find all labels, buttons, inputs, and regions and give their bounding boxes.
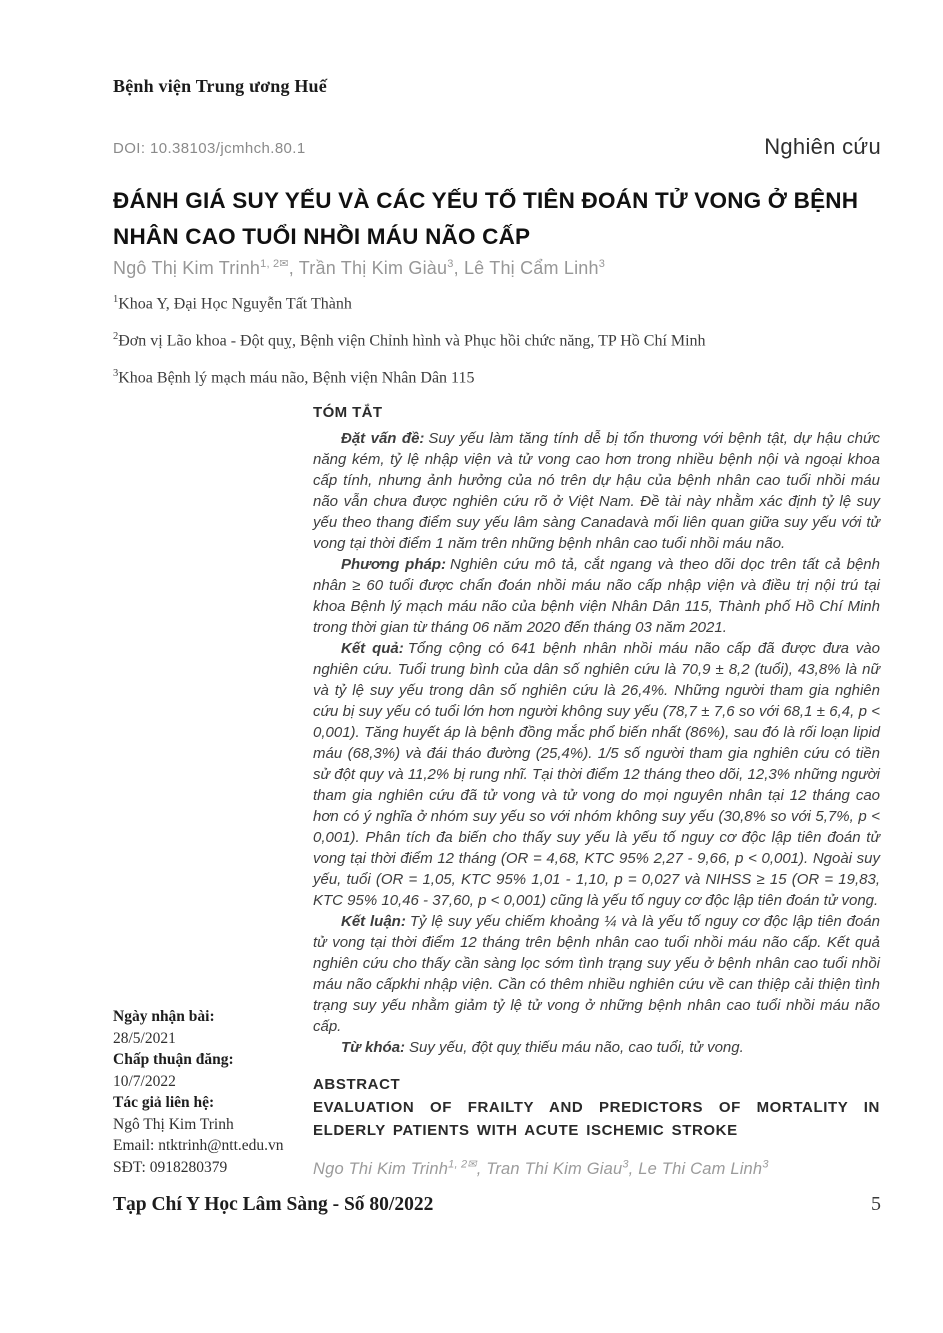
author-name: Ngo Thi Kim Trinh bbox=[313, 1160, 449, 1178]
affiliation-marker: 2 bbox=[113, 330, 119, 342]
author-separator: , bbox=[453, 258, 464, 278]
abstract-paragraph-conclusion bbox=[313, 911, 880, 1037]
authors-line-vi bbox=[113, 258, 605, 279]
article-type-label: Nghiên cứu bbox=[764, 134, 881, 159]
doi-row bbox=[113, 134, 881, 160]
paragraph-text: Tổng cộng có 641 bệnh nhân nhồi máu não cấp đã được đưa vào nghiên cứu. Tuổi trung bình của dân số nghiên cứu là 70,9 ± 8,2 (tuổi), 43,8% là nữ và tỷ lệ suy yếu trong dân số nghiên cứu là 26,4%. Những người tham gia nghiên cứu bị suy yếu có tuổi lớn hơn người không suy yếu (78,7 ± 7,6 so với 68,1 ± 6,4, p < 0,001). Tăng huyết áp là bệnh đồng mắc phổ biến nhất (86%), sau đó là rối loạn lipid máu (68,3%) và đái tháo đường (25,4%). 1/5 số người tham gia nghiên cứu có tiền sử đột quy và 11,2% bị rung nhĩ. Tại thời điểm 12 tháng theo dõi, 12,3% những người tham gia nghiên cứu đã tử vong và tử vong do mọi nguyên nhân tại 12 tháng cao hơn có ý nghĩa ở nhóm suy yếu so với nhóm không suy yếu (30,8% so với 5,7%, p < 0,001). Phân tích đa biến cho thấy suy yếu là yếu tố nguy cơ độc lập tiên đoán tử vong tại thời điểm 12 tháng (OR = 4,68, KTC 95% 2,27 - 9,66, p < 0,001). Ngoài suy yếu, tuổi (OR = 1,05, KTC 95% 1,01 - 1,10, p = 0,027 và NIHSS ≥ 15 (OR = 19,83, KTC 95% 10,46 - 37,60, p < 0,001) cũng là yếu tố nguy cơ độc lập tiên đoán tử vong. bbox=[313, 640, 880, 909]
page-footer bbox=[113, 1193, 881, 1216]
abstract-heading-en: ABSTRACT bbox=[313, 1076, 401, 1093]
author-superscript: 3 bbox=[447, 258, 454, 270]
corresponding-author-email: Email: ntktrinh@ntt.edu.vn bbox=[113, 1137, 284, 1154]
corresponding-author-phone: SĐT: 0918280379 bbox=[113, 1158, 228, 1176]
author-superscript-envelope-icon: 1, 2✉ bbox=[260, 258, 289, 270]
accepted-date-label: Chấp thuận đăng: bbox=[113, 1051, 234, 1068]
paper-title-en: EVALUATION OF FRAILTY AND PREDICTORS OF MORTALITY IN ELDERLY PATIENTS WITH ACUTE ISCHEMIC STROKE bbox=[313, 1099, 880, 1139]
paragraph-text: Tỷ lệ suy yếu chiếm khoảng ¼ và là yếu tố nguy cơ độc lập tiên đoán tử vong tại thời điểm 12 tháng trên bệnh nhân cao tuổi nhồi máu não cấp. Kết quả nghiên cứu cho thấy cần sàng lọc sớm tình trạng suy yếu ở bệnh nhân cao tuổi nhồi máu não cấpkhi nhập viện. Cần có thêm nhiều nghiên cứu về can thiệp cải thiện tình trạng suy yếu nhằm giảm tỷ lệ tử vong ở những bệnh nhân cao tuổi nhồi máu não cấp. bbox=[313, 913, 880, 1035]
journal-masthead: Bệnh viện Trung ương Huế bbox=[113, 76, 327, 96]
paragraph-label: Kết quả: bbox=[341, 640, 404, 657]
author-name: Le Thi Cam Linh bbox=[638, 1160, 763, 1178]
author-separator: , bbox=[288, 258, 299, 278]
paragraph-text: Suy yếu, đột quỵ thiếu máu não, cao tuổi, tử vong. bbox=[409, 1039, 744, 1056]
doi-text: DOI: 10.38103/jcmhch.80.1 bbox=[113, 140, 306, 157]
footer-page-number: 5 bbox=[871, 1193, 881, 1215]
author-superscript: 3 bbox=[598, 258, 606, 270]
article-info-sidebar bbox=[113, 1006, 313, 1178]
affiliation-marker: 1 bbox=[113, 294, 119, 305]
author-separator: , bbox=[628, 1160, 639, 1178]
abstract-paragraph-keywords bbox=[313, 1037, 880, 1058]
paper-title: ĐÁNH GIÁ SUY YẾU VÀ CÁC YẾU TỐ TIÊN ĐOÁN TỬ VONG Ở BỆNH NHÂN CAO TUỔI NHỒI MÁU NÃO CẤP bbox=[113, 188, 859, 249]
author-separator: , bbox=[476, 1160, 487, 1178]
abstract-column bbox=[313, 404, 880, 1179]
author-name: Lê Thị Cẩm Linh bbox=[463, 258, 599, 278]
abstract-heading-vi: TÓM TẮT bbox=[313, 404, 383, 421]
paragraph-label: Phương pháp: bbox=[341, 556, 447, 573]
authors-line-en bbox=[313, 1160, 880, 1179]
affiliation-marker: 3 bbox=[113, 367, 119, 379]
abstract-paragraph-results bbox=[313, 638, 880, 911]
author-name: Trần Thị Kim Giàu bbox=[298, 258, 448, 278]
affiliation-text: Đơn vị Lão khoa - Đột quỵ, Bệnh viện Chỉnh hình và Phục hồi chức năng, TP Hồ Chí Minh bbox=[118, 332, 706, 350]
author-name: Ngô Thị Kim Trinh bbox=[113, 258, 261, 278]
received-date-value: 28/5/2021 bbox=[113, 1029, 176, 1047]
author-name: Tran Thi Kim Giau bbox=[486, 1160, 623, 1178]
author-superscript: 3 bbox=[622, 1158, 629, 1171]
received-date-label: Ngày nhận bài: bbox=[113, 1008, 215, 1025]
paragraph-label: Từ khóa: bbox=[341, 1039, 406, 1056]
abstract-paragraph-background bbox=[313, 428, 880, 554]
author-superscript: 3 bbox=[762, 1158, 769, 1171]
accepted-date-value: 10/7/2022 bbox=[113, 1072, 176, 1090]
affiliation-line bbox=[113, 290, 706, 314]
footer-journal-title: Tạp Chí Y Học Lâm Sàng - Số 80/2022 bbox=[113, 1194, 434, 1215]
author-superscript-envelope-icon: 1, 2✉ bbox=[448, 1158, 477, 1171]
abstract-block-en bbox=[313, 1073, 880, 1179]
affiliations bbox=[113, 290, 706, 400]
abstract-paragraph-methods bbox=[313, 554, 880, 638]
affiliation-text: Khoa Y, Đại Học Nguyễn Tất Thành bbox=[118, 295, 352, 313]
paragraph-text: Nghiên cứu mô tả, cắt ngang và theo dõi dọc trên tất cả bệnh nhân ≥ 60 tuổi được chẩn đoán nhồi máu não cấp nhập viện và điều trị nội trú tại khoa Bệnh lý mạch máu não của bệnh viện Nhân Dân 115, Thành phố Hồ Chí Minh trong thời gian từ tháng 06 năm 2020 đến tháng 03 năm 2021. bbox=[313, 556, 880, 636]
corresponding-author-name: Ngô Thị Kim Trinh bbox=[113, 1115, 234, 1133]
affiliation-line bbox=[113, 327, 706, 351]
paragraph-label: Kết luận: bbox=[341, 913, 406, 930]
paragraph-label: Đặt vấn đề: bbox=[341, 430, 425, 447]
affiliation-text: Khoa Bệnh lý mạch máu não, Bệnh viện Nhân Dân 115 bbox=[118, 368, 475, 386]
paragraph-text: Suy yếu làm tăng tính dễ bị tổn thương với bệnh tật, dự hậu chức năng kém, tỷ lệ nhập viện và tử vong cao hơn trong nhiều bệnh nội và ngoại khoa cấp tính, nhưng ảnh hưởng của nó trên dự hậu của bệnh nhân cao tuổi nhồi máu não vẫn chưa được nghiên cứu rõ ở Việt Nam. Đề tài này nhằm xác định tỷ lệ suy yếu theo thang điểm suy yếu lâm sàng Canadavà mối liên quan giữa suy yếu với tử vong tại thời điểm 1 năm trên những bệnh nhân cao tuổi nhồi máu não. bbox=[313, 430, 880, 552]
affiliation-line bbox=[113, 364, 706, 388]
corresponding-author-label: Tác giả liên hệ: bbox=[113, 1094, 215, 1111]
